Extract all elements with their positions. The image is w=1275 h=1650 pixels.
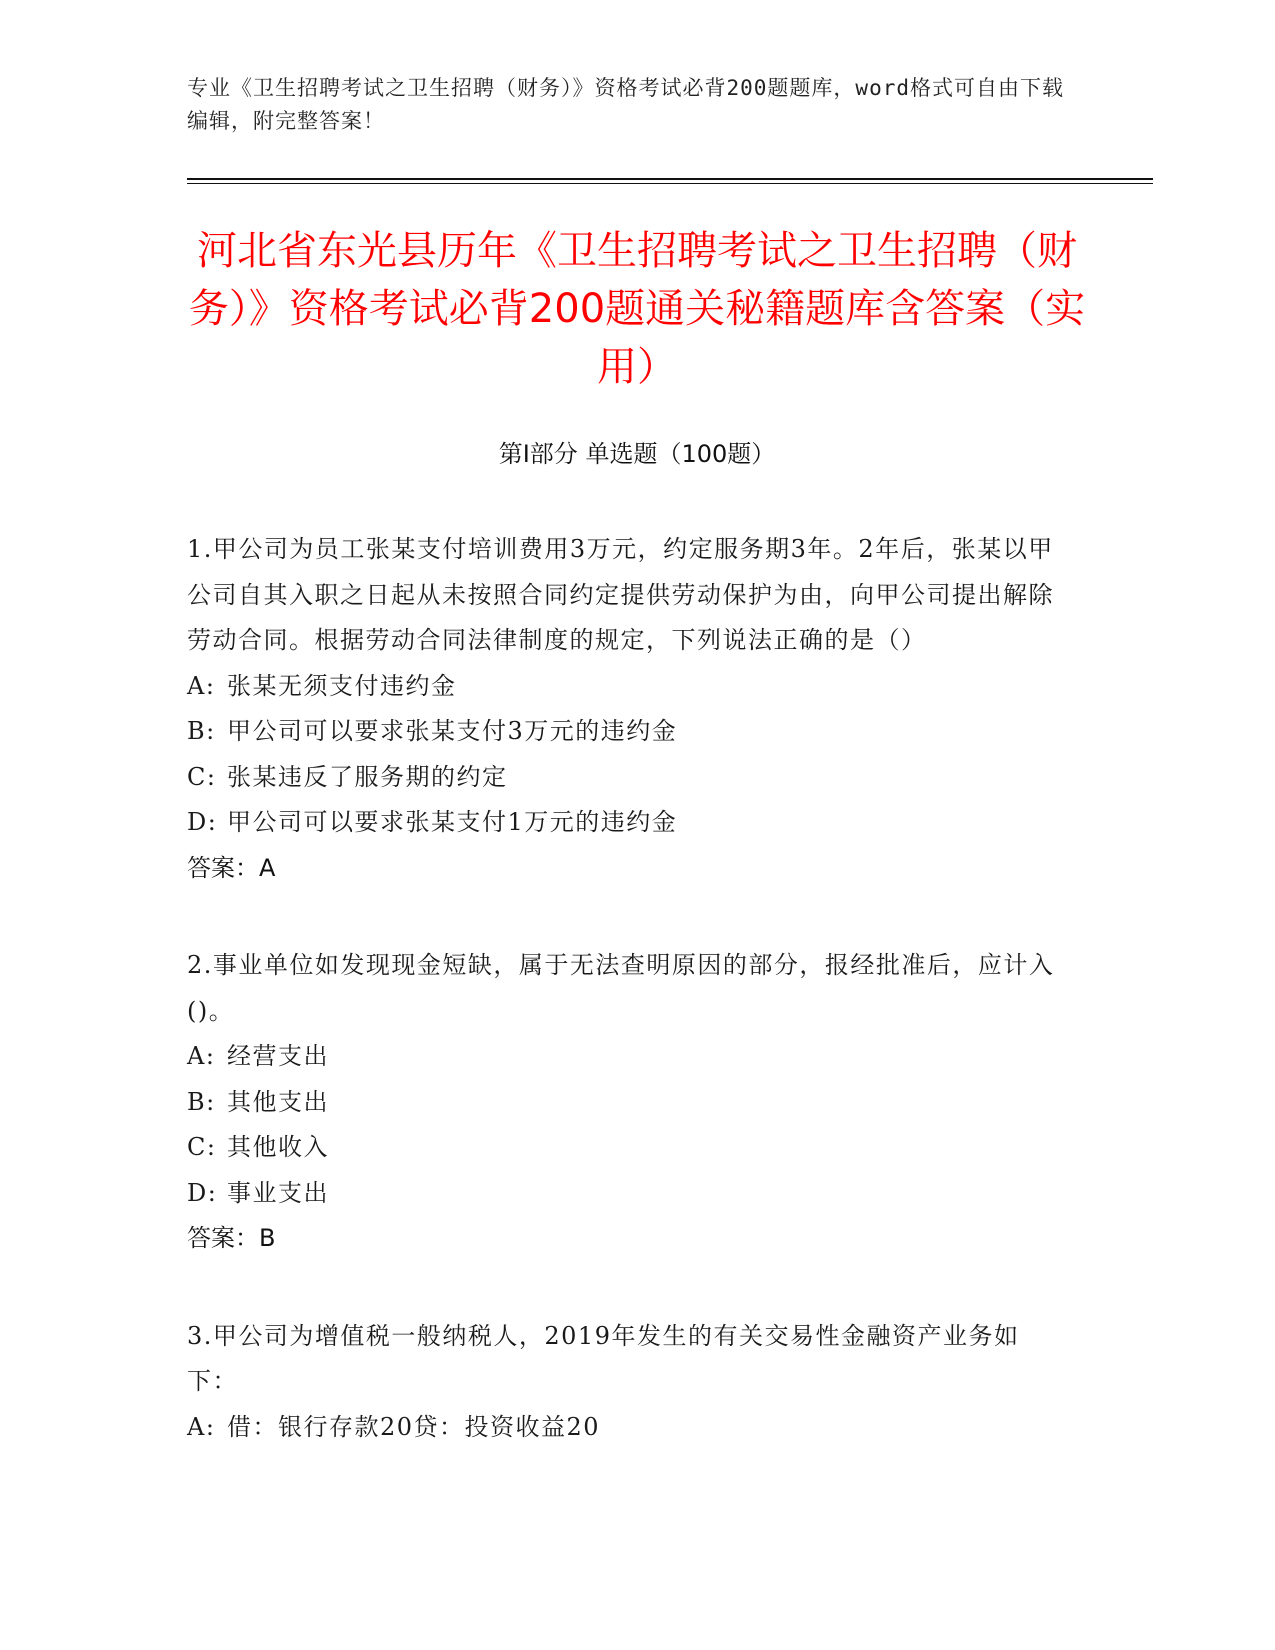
option-c: [187, 755, 1067, 801]
option-text: 其他支出: [227, 1087, 329, 1116]
option-a: [187, 1405, 1067, 1451]
option-text: 借：银行存款20贷：投资收益20: [227, 1412, 601, 1441]
question-1: [187, 527, 1067, 891]
option-label: C:: [187, 762, 217, 791]
option-label: A:: [187, 1412, 216, 1441]
option-label: C:: [187, 1133, 217, 1161]
header-divider-thin: [187, 183, 1153, 184]
option-d: [187, 800, 1067, 846]
option-label: B:: [187, 717, 216, 745]
option-text: 其他收入: [227, 1133, 329, 1161]
option-text: 张某无须支付违约金: [227, 671, 457, 700]
option-c: [187, 1125, 1067, 1171]
question-2: [187, 943, 1067, 1262]
question-stem: 2.事业单位如发现现金短缺，属于无法查明原因的部分，报经批准后，应计入()。: [187, 951, 1055, 1025]
option-label: A:: [187, 671, 216, 700]
section-title: 第Ⅰ部分 单选题（100题）: [498, 440, 776, 468]
option-text: 甲公司可以要求张某支付1万元的违约金: [227, 808, 678, 836]
document-title: 河北省东光县历年《卫生招聘考试之卫生招聘（财务）》资格考试必背200题通关秘籍题库含答案（实用）: [188, 228, 1086, 390]
question-stem: 1.甲公司为员工张某支付培训费用3万元，约定服务期3年。2年后，张某以甲公司自其入职之日起从未按照合同约定提供劳动保护为由，向甲公司提出解除劳动合同。根据劳动合同法律制度的规定，下列说法正确的是（）: [187, 535, 1054, 654]
option-label: B:: [187, 1087, 216, 1116]
option-text: 经营支出: [227, 1042, 329, 1070]
option-a: [187, 664, 1067, 710]
header-divider: [187, 178, 1153, 180]
option-d: [187, 1171, 1067, 1217]
question-stem: 3.甲公司为增值税一般纳税人，2019年发生的有关交易性金融资产业务如下：: [187, 1321, 1020, 1395]
option-label: D:: [187, 808, 218, 836]
option-text: 张某违反了服务期的约定: [227, 762, 508, 791]
answer: 答案：B: [187, 1224, 276, 1252]
header-note: 专业《卫生招聘考试之卫生招聘（财务）》资格考试必背200题题库，word格式可自由下载编辑，附完整答案！: [187, 76, 1064, 133]
option-label: A:: [187, 1042, 216, 1070]
answer: 答案：A: [187, 853, 276, 882]
option-b: [187, 709, 1067, 755]
option-text: 事业支出: [227, 1178, 329, 1207]
option-a: [187, 1034, 1067, 1080]
option-text: 甲公司可以要求张某支付3万元的违约金: [227, 717, 678, 745]
question-list: [187, 527, 1067, 1502]
option-label: D:: [187, 1178, 218, 1207]
question-3: [187, 1314, 1067, 1451]
option-b: [187, 1080, 1067, 1126]
